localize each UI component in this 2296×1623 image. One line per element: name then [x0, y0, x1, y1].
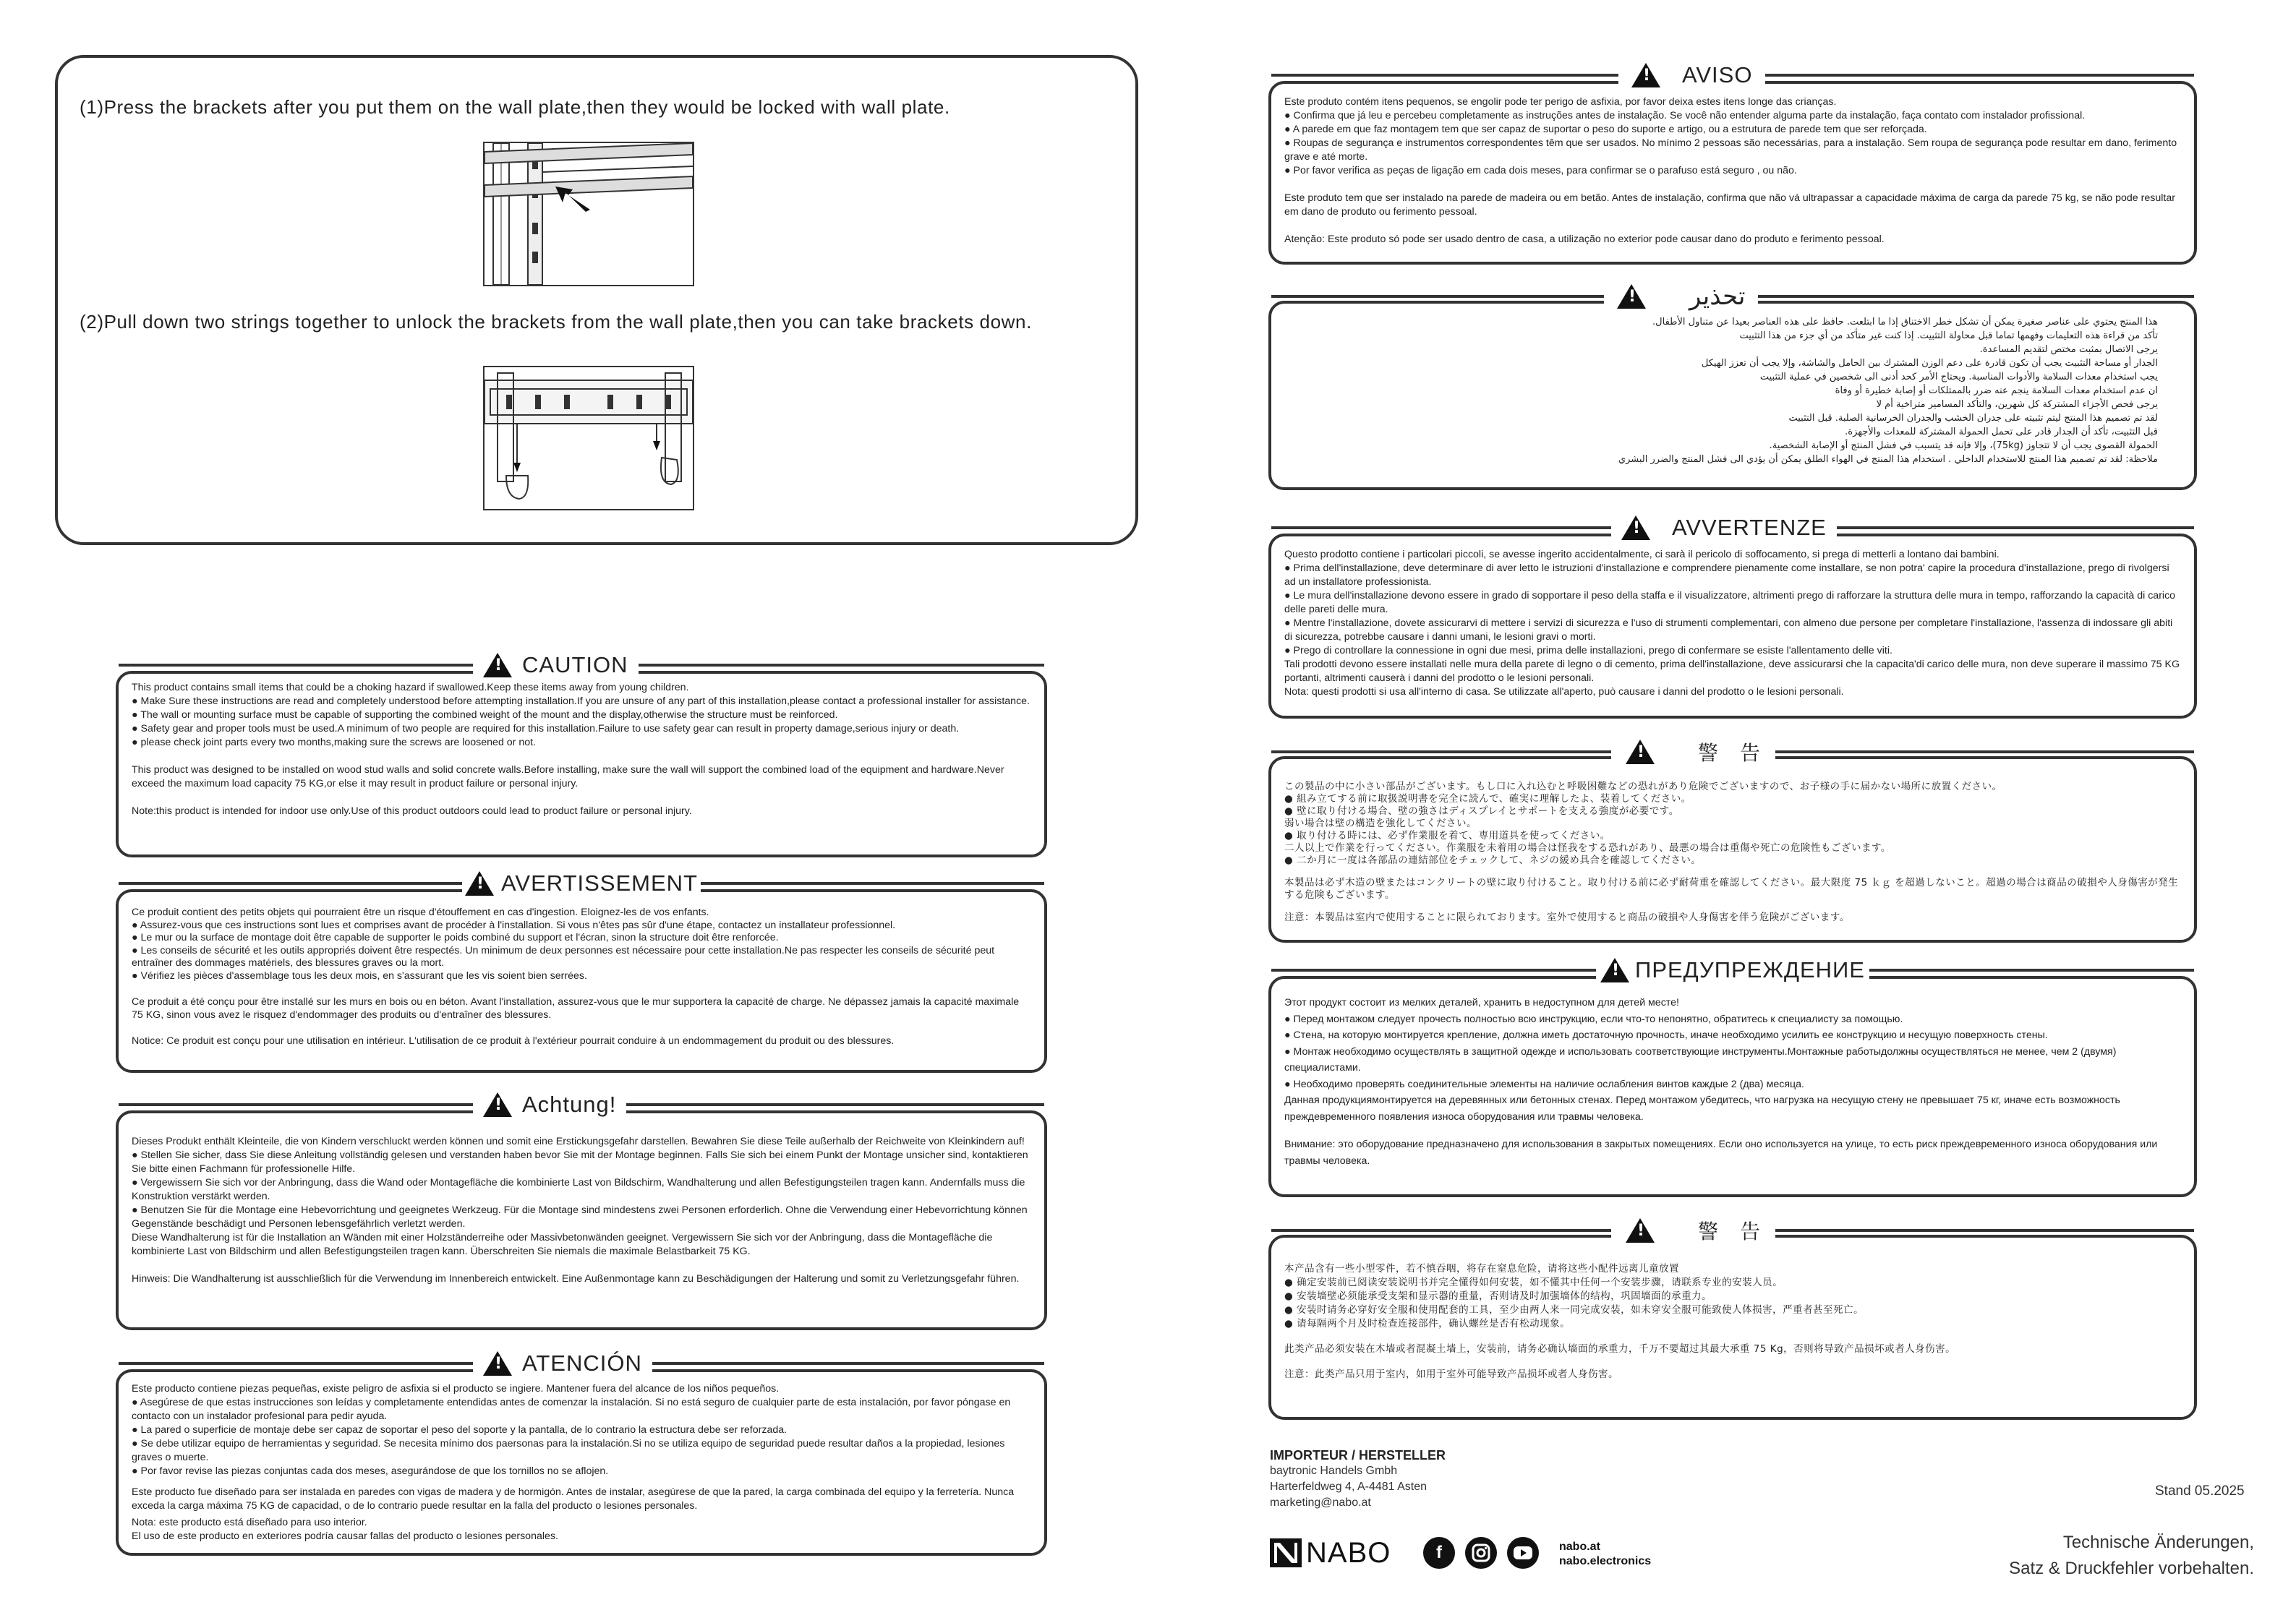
warning-text-line: ● Prima dell'installazione, deve determinare di aver letto le istruzioni d'installazione e comprendere pienamente come installare, se non potra' capire la procedura d'installazione, prego di rivolgersi ad un installatore professionista.	[1284, 562, 2169, 588]
warning-text-line: الحمولة القصوى يجب أن لا تتجاوز (75kg)، وإلا فإنه قد يتسبب في فشل المنتج أو الإصابة الشخصية.	[1769, 440, 2158, 451]
warning-avertissement-box	[116, 870, 1047, 1073]
warning-avertissement-title: AVERTISSEMENT	[501, 870, 698, 896]
warning-atencion-title-bar	[119, 1350, 1044, 1376]
warning-triangle-icon	[483, 1092, 512, 1117]
warning-caution-title-bar	[119, 652, 1044, 678]
warning-text-line: ● Confirma que já leu e percebeu completamente as instruções antes de instalação. Se você não entender alguma parte da instalação, faça contato com instalador profissional.	[1284, 110, 2086, 121]
instruction-step-1: (1)Press the brackets after you put them on the wall plate,then they would be locked with wall plate.	[80, 96, 950, 118]
warning-text-line: هذا المنتج يحتوي على عناصر صغيرة يمكن أن تشكل خطر الاختناق إذا ما ابتلعت. حافظ على هذه العناصر بعيدا عن متناول الأطفال.	[1652, 317, 2158, 327]
warning-text-line: ● Перед монтажом следует прочесть полностью всю инструкцию, если что-то непонятно, обратитесь к специалисту за помощью.	[1284, 1013, 1903, 1025]
warning-triangle-icon	[1621, 515, 1650, 540]
website-links	[1559, 1540, 1651, 1569]
warning-text-line: ● A parede em que faz montagem tem que ser capaz de suportar o peso do suporte e artigo, ou a estrutura de parede tem que ser reforçada.	[1284, 124, 1927, 135]
warning-arabic-box	[1268, 282, 2197, 490]
warning-avertissement-title-bar	[119, 870, 1044, 896]
warning-text-line: ● 二か月に一度は各部品の連結部位をチェックして、ネジの緩め具合を確認してください。	[1284, 855, 1702, 866]
warning-text-line: ● 取り付ける時には、必ず作業服を着て、専用道具を使ってください。	[1284, 830, 1610, 842]
warning-text-line: ● please check joint parts every two months,making sure the screws are loosened or not.	[132, 737, 536, 748]
warning-triangle-icon	[483, 653, 512, 677]
warning-avvertenze-title-bar	[1271, 515, 2194, 541]
warning-text-line: This product was designed to be installed on wood stud walls and solid concrete walls.Before installing, make sure the wall will support the combined load of the equipment and hardware.Never exceed the maximum load capacity 75 KG,or else it may result in product failure or personal injury.	[132, 764, 1004, 789]
warning-text-line: Внимание: это оборудование предназначено для использования в закрытых помещениях. Если оно используется на улице, то есть риск преждевременного износа оборудования или травмы человека.	[1284, 1139, 2158, 1167]
warning-text-line: ● Le mura dell'installazione devono essere in grado di sopportare il peso della staffa e il visualizzatore, altrimenti prego di rafforzare la struttura delle mura in tempo, rafforzando la capacità di carico delle pareti delle mura.	[1284, 590, 2176, 615]
warning-text-line: ● The wall or mounting surface must be capable of supporting the combined weight of the mount and the display,otherwise the structure must be reinforced.	[132, 709, 838, 721]
warning-chinese-title: 警 告	[1698, 1220, 1762, 1243]
warning-arabic-title: تحذير	[1689, 282, 1746, 311]
disclaimer-line: Satz & Druckfehler vorbehalten.	[2009, 1559, 2254, 1578]
nabo-logo-mark	[1270, 1538, 1302, 1567]
warning-text-line: ● Необходимо проверять соединительные элементы на наличие ослабления винтов каждые 2 (два) месяца.	[1284, 1078, 1804, 1090]
warning-text-line: ● Asegúrese de que estas instrucciones son leídas y completamente entendidas antes de comenzar la instalación. Si no está seguro de cualquier parte de esta instalación, por favor póngase en contacto con un instalador profesional para pedir ayuda.	[132, 1397, 1011, 1422]
warning-text-line: ● Стена, на которую монтируется крепление, должна иметь достаточную прочность, иначе необходимо усилить ее конструкцию и несущую поверхность стены.	[1284, 1029, 2048, 1041]
warning-triangle-icon	[1600, 958, 1629, 982]
warning-text-line: ● 请每隔两个月及时检查连接部件，确认螺丝是否有松动现象。	[1284, 1318, 1571, 1329]
warning-achtung-title-bar	[119, 1092, 1044, 1118]
warning-text-line: Ce produit a été conçu pour être installé sur les murs en bois ou en béton. Avant l'installation, assurez-vous que le mur supportera la capacité de charge. Ne dépassez jamais la capacité maximale 75 KG, sinon vous avez le risquez d'endommager des produits ou d'entraîner des blessures.	[132, 996, 1020, 1021]
warning-text-line: Tali prodotti devono essere installati nelle mura della parete di legno o di cemento, prima dell'installazione, deve assicurarsi che la capacita'di carico delle mura, non deve superare il massimo 75 KG portanti, altrimenti causerà i danni del prodotto o le lesioni personali.	[1284, 659, 2180, 684]
company-name: baytronic Handels Gmbh	[1270, 1465, 1398, 1477]
facebook-icon[interactable]: f	[1423, 1537, 1455, 1569]
disclaimer-line: Technische Änderungen,	[2062, 1533, 2254, 1552]
warning-text-line: ● Prego di controllare la connessione in ogni due mesi, prima delle installazioni, prego di confermare se esiste l'allentamento delle viti.	[1284, 645, 1892, 656]
warning-triangle-icon	[1617, 284, 1646, 309]
warning-text-line: 此类产品必须安装在木墙或者混凝土墙上，安装前，请务必确认墙面的承重力，千万不要超过其最大承重 75 Kg，否则将导致产品损坏或者人身伤害。	[1284, 1343, 1956, 1355]
warning-aviso-title-bar	[1271, 62, 2194, 88]
warning-russian-title-bar	[1271, 957, 2194, 983]
warning-japanese-box	[1268, 741, 2197, 943]
warning-atencion-box	[116, 1350, 1047, 1556]
company-email: marketing@nabo.at	[1270, 1496, 1371, 1509]
warning-text-line: Este produto tem que ser instalado na parede de madeira ou em betão. Antes de instalação, confirma que não vá ultrapassar a capacidade máxima de carga da parede 75 kg, se não pode resultar em dano de produto ou ferimento pessoal.	[1284, 192, 2175, 218]
warning-japanese-title-bar	[1271, 737, 2194, 766]
warning-text-line: يرجى فحص الأجزاء المشتركة كل شهرين، والتأكد المسامير متراخية أم لا	[1876, 399, 2158, 410]
warning-text-line: Este producto contiene piezas pequeñas, existe peligro de asfixia si el producto se ingiere. Mantener fuera del alcance de los niños pequeños.	[132, 1383, 780, 1395]
warning-caution-box	[116, 652, 1047, 857]
warning-triangle-icon	[1626, 1218, 1655, 1243]
warning-text-line: ● Stellen Sie sicher, dass Sie diese Anleitung vollständig gelesen und verstanden haben bevor Sie mit der Montage beginnen. Falls Sie sich bei einem Punkt der Montage unsicher sind, kontaktieren Sie bitte einen Fachmann für professionelle Hilfe.	[132, 1149, 1028, 1175]
warning-text-line: Diese Wandhalterung ist für die Installation an Wänden mit einer Holzständerreihe oder Massivbetonwänden geeignet. Vergewissern Sie sich vor der Anbringung, dass die Montagefläche die kombinierte Last von Bildschirm und allen Befestigungsteilen tragen kann. Überschreiten Sie niemals die maximale Belastbarkeit 75 KG.	[132, 1232, 993, 1257]
warning-text-line: This product contains small items that could be a choking hazard if swallowed.Keep these items away from young children.	[132, 682, 689, 693]
warning-text-line: ● Vérifiez les pièces d'assemblage tous les deux mois, en s'assurant que les vis soient bien serrées.	[132, 969, 587, 982]
warning-text-line: ● 安装时请务必穿好安全服和使用配套的工具，至少由两人来一同完成安装，如未穿安全服可能致使人体损害，严重者甚至死亡。	[1284, 1304, 1864, 1316]
warning-text-line: ● La pared o superficie de montaje debe ser capaz de soportar el peso del soporte y la pantalla, de lo contrario la estructura debe ser reforzada.	[132, 1424, 788, 1436]
warning-achtung-title: Achtung!	[522, 1092, 617, 1117]
website-link[interactable]: nabo.at	[1559, 1541, 1600, 1553]
warning-avvertenze-box	[1268, 515, 2197, 719]
warning-russian-box	[1268, 957, 2197, 1197]
warning-triangle-icon	[483, 1351, 512, 1376]
instruction-step-2: (2)Pull down two strings together to unlock the brackets from the wall plate,then you can take brackets down.	[80, 311, 1032, 333]
figure-lock-bracket	[483, 142, 694, 286]
warning-russian-title: ПРЕДУПРЕЖДЕНИЕ	[1635, 957, 1865, 982]
warning-atencion-title: ATENCIÓN	[522, 1350, 642, 1376]
warning-text-line: ● Safety gear and proper tools must be used.A minimum of two people are required for this installation.Failure to use safety gear can result in property damage,serious injury or death.	[132, 723, 960, 735]
warning-text-line: 注意：本製品は室内で使用することに限られております。室外で使用すると商品の破損や人身傷害を伴う危険がございます。	[1284, 912, 1850, 923]
warning-arabic-title-bar	[1271, 282, 2194, 311]
warning-text-line: 弱い場合は壁の構造を強化してください。	[1284, 818, 1477, 829]
youtube-icon[interactable]	[1507, 1537, 1539, 1569]
warning-text-line: ● Монтаж необходимо осуществлять в защитной одежде и использовать соответствующие инструменты.Монтажные работыдолжны осуществляться не менее, чем 2 (двумя) специалистами.	[1284, 1045, 2117, 1074]
warning-text-line: ● Vergewissern Sie sich vor der Anbringung, dass die Wand oder Montagefläche die kombinierte Last von Bildschirm, Wandhalterung und allen Befestigungsteilen tragen kann. Andernfalls muss die Konstruktion verstärkt werden.	[132, 1177, 1025, 1202]
nabo-logo	[1270, 1538, 1391, 1567]
warning-text-line: 注意：此类产品只用于室内，如用于室外可能导致产品损坏或者人身伤害。	[1284, 1369, 1618, 1380]
warning-text-line: ● 組み立てする前に取扱説明書を完全に読んで、確実に理解したよ、装着してください。	[1284, 793, 1691, 805]
warning-text-line: ● Mentre l'installazione, dovete assicurarvi di mettere i servizi di sicurezza e l'uso di strumenti complementari, con almeno due persone per completare l'installazione, l'assenza di indossare gli abiti di sicurezza, potrebbe causare i danni umani, le lesioni gravi o morti.	[1284, 617, 2173, 643]
warning-triangle-icon	[1626, 740, 1655, 764]
warning-text-line: ● Por favor revise las piezas conjuntas cada dos meses, asegurándose de que los tornillos no se aflojen.	[132, 1465, 609, 1477]
warning-text-line: ان عدم استخدام معدات السلامة ينجم عنه ضرر بالممتلكات أو إصابة خطيرة أو وفاة	[1835, 385, 2158, 396]
warning-text-line: يرجى الاتصال بمثبت مختص لتقديم المساعدة.	[1979, 344, 2158, 355]
warning-text-line: ملاحظة: لقد تم تصميم هذا المنتج للاستخدام الداخلي . استخدام هذا المنتج في الهواء الطلق يمكن أن يؤدي الى فشل المنتج والضرر البشري	[1618, 454, 2158, 465]
warning-text-line: ● Make Sure these instructions are read and completely understood before attempting installation.If you are unsure of any part of this installation,please contact a professional installer for assistance.	[132, 695, 1030, 707]
warning-text-line: Nota: questi prodotti si usa all'interno di casa. Se utilizzate all'aperto, può causare i danni del prodotto o le lesioni personali.	[1284, 686, 1844, 698]
warning-text-line: Ce produit contient des petits objets qui pourraient être un risque d'étouffement en cas d'ingestion. Eloignez-les de vos enfants.	[132, 907, 709, 918]
importer-block	[1270, 1447, 1446, 1511]
warning-text-line: Данная продукциямонтируется на деревянных или бетонных стенах. Перед монтажом убедитесь, что нагрузка на несущую стену не превышает 75 кг, иначе есть возможность преждевременного появления износа оборудования или травмы человека.	[1284, 1095, 2120, 1123]
warning-text-line: この製品の中に小さい部品がございます。もし口に入れ込むと呼吸困難などの恐れがあり危険でございますので、お子様の手に届かない場所に放置ください。	[1284, 781, 2002, 792]
warning-text-line: لقد تم تصميم هذا المنتج ليتم تثبيته على جدران الخشب والجدران الخرسانية الصلبة. قبل التثبيت	[1788, 413, 2158, 424]
instagram-icon[interactable]	[1465, 1537, 1497, 1569]
warning-aviso-title: AVISO	[1682, 62, 1753, 87]
warning-text-line: ● Se debe utilizar equipo de herramientas y seguridad. Se necesita mínimo dos paersonas para la instalación.Si no se utiliza equipo de seguridad puede resultar daños a la propiedad, lesiones graves o muerte.	[132, 1438, 1005, 1463]
warning-text-line: Notice: Ce produit est conçu pour une utilisation en intérieur. L'utilisation de ce produit à l'extérieur pourrait conduire à un endommagement du produit ou des blessures.	[132, 1035, 895, 1047]
warning-text-line: Hinweis: Die Wandhalterung ist ausschließlich für die Verwendung im Innenbereich entwickelt. Eine Außenmontage kann zu Beschädigungen der Halterung und somit zu Verletzungsgefahr führen.	[132, 1273, 1020, 1285]
warning-text-line: El uso de este producto en exteriores podría causar fallas del producto o lesiones personales.	[132, 1530, 558, 1542]
warning-text-line: 二人以上で作業を行ってください。作業服を未着用の場合は怪我をする恐れがあり、最悪の場合は重傷や死亡の危険性もございます。	[1284, 842, 1891, 854]
warning-text-line: Atenção: Este produto só pode ser usado dentro de casa, a utilização no exterior pode causar dano do produto e ferimento pessoal.	[1284, 234, 1885, 245]
figure-unlock-strings	[483, 366, 694, 510]
company-address: Harterfeldweg 4, A-4481 Asten	[1270, 1481, 1427, 1493]
warning-text-line: ● Roupas de segurança e instrumentos correspondentes têm que ser usados. No mínimo 2 pessoas são necessárias, para a instalação. Sem roupa de segurança pode resultar em dano, ferimento grave e até morte.	[1284, 137, 2177, 163]
warning-text-line: ● Por favor verifica as peças de ligação em cada dois meses, para confirmar se o parafuso está seguro , ou não.	[1284, 165, 1797, 176]
warning-text-line: Dieses Produkt enthält Kleinteile, die von Kindern verschluckt werden können und somit eine Erstickungsgefahr darstellen. Bewahren Sie diese Teile außerhalb der Reichweite von Kleinkindern auf!	[132, 1136, 1025, 1147]
warning-text-line: قبل التثبيت، تأكد أن الجدار قادر على تحمل الحمولة المشتركة للمعدات والأجهزة.	[1845, 427, 2158, 437]
warning-caution-title: CAUTION	[522, 652, 628, 677]
warning-text-line: Note:this product is intended for indoor use only.Use of this product outdoors could lead to product failure or personal injury.	[132, 805, 692, 817]
disclaimer	[2009, 1530, 2254, 1582]
brand-name: NABO	[1306, 1537, 1391, 1569]
warning-text-line: Этот продукт состоит из мелких деталей, хранить в недоступном для детей месте!	[1284, 997, 1679, 1009]
warning-text-line: الجدار أو مساحة التثبيت يجب أن تكون قادرة على دعم الوزن المشترك بين الحامل والشاشة، وإلا يجب أن تعزز الهيكل	[1701, 358, 2158, 369]
warning-text-line: Nota: este producto está diseñado para uso interior.	[132, 1517, 367, 1528]
warning-text-line: ● Les conseils de sécurité et les outils appropriés doivent être respectés. Un minimum de deux personnes est nécessaire pour cette installation.Ne pas respecter les conseils de sécurité peut entraîner des dommages matériels, des blessures graves ou la mort.	[132, 944, 995, 969]
warning-text-line: تأكد من قراءة هذه التعليمات وفهمها تماما قبل محاولة التثبيت. إذا كنت غير متأكد من أي جزء من هذا التثبيت	[1739, 330, 2158, 341]
importer-heading: IMPORTEUR / HERSTELLER	[1270, 1448, 1446, 1463]
warning-text-line: ● Assurez-vous que ces instructions sont lues et comprises avant de procéder à l'installation. Si vous n'êtes pas sûr d'une étape, contactez un installateur professionnel.	[132, 919, 896, 931]
warning-text-line: Este produto contém itens pequenos, se engolir pode ter perigo de asfixia, por favor deixa estes itens longe das crianças.	[1284, 96, 1837, 108]
warning-text-line: 本製品は必ず木造の壁またはコンクリートの壁に取り付けること。取り付ける前に必ず耐荷重を確認してください。最大限度 75 ｋｇ を超過しないこと。超過の場合は商品の破損や人身傷害が発生する危険もございます。	[1284, 877, 2179, 901]
warning-text-line: Este producto fue diseñado para ser instalada en paredes con vigas de madera y de hormigón. Antes de instalar, asegúrese de que la pared, la carga combinada del equipo y la ferretería. Nunca exceda la carga máxima 75 KG de capacidad, o de lo contrario puede resultar en la falla del producto o lesiones personales.	[132, 1486, 1015, 1512]
website-link[interactable]: nabo.electronics	[1559, 1555, 1652, 1567]
stand-date: Stand 05.2025	[2155, 1483, 2245, 1499]
warning-text-line: ● 安装墙壁必须能承受支架和显示器的重量，否则请及时加强墙体的结构，巩固墙面的承重力。	[1284, 1290, 1712, 1302]
warning-text-line: 本产品含有一些小型零件，若不慎吞咽，将存在窒息危险，请将这些小配件远离儿童放置	[1284, 1263, 1679, 1275]
warning-text-line: Questo prodotto contiene i particolari piccoli, se avesse ingerito accidentalmente, ci sarà il pericolo di soffocamento, si prega di metterli a lontano dai bambini.	[1284, 549, 2000, 560]
warning-aviso-box	[1268, 62, 2197, 265]
warning-achtung-box	[116, 1092, 1047, 1330]
warning-text-line: ● Le mur ou la surface de montage doit être capable de supporter le poids combiné du support et l'écran, sinon la structure doit être renforcée.	[132, 932, 779, 943]
warning-chinese-title-bar	[1271, 1216, 2194, 1245]
warning-text-line: يجب استخدام معدات السلامة والأدوات المناسبة. ويحتاج الأمر كحد أدنى الى شخصين في عملية التثبيت	[1759, 372, 2158, 382]
warning-triangle-icon	[465, 871, 494, 896]
warning-text-line: ● Benutzen Sie für die Montage eine Hebevorrichtung und geeignetes Werkzeug. Für die Montage sind mindestens zwei Personen erforderlich. Ohne die Verwendung einer Hebevorrichtung können Gegenstände beschädigt und Personen lebensgefährlich verletzt werden.	[132, 1204, 1028, 1230]
warning-japanese-title: 警 告	[1698, 741, 1762, 765]
warning-triangle-icon	[1631, 63, 1660, 87]
warning-chinese-box	[1268, 1220, 2197, 1420]
warning-text-line: ● 确定安装前已阅读安装说明书并完全懂得如何安装，如不懂其中任何一个安装步骤，请联系专业的安装人员。	[1284, 1277, 1783, 1288]
warning-text-line: ● 壁に取り付ける場合、壁の強さはディスプレイとサポートを支える強度が必要です。	[1284, 805, 1679, 817]
warning-avvertenze-title: AVVERTENZE	[1672, 515, 1827, 540]
